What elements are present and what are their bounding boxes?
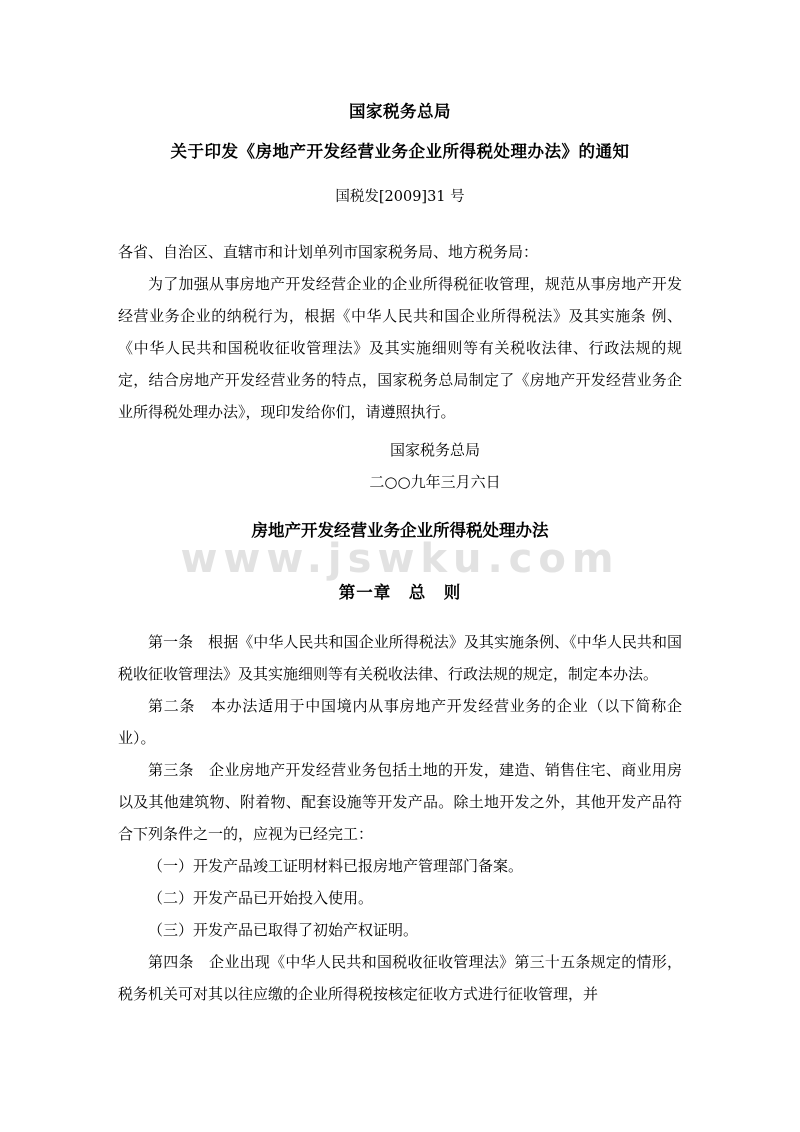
spacer	[118, 616, 682, 626]
issuer-title-line-1: 国家税务总局	[349, 102, 451, 121]
article-paragraph: 第三条 企业房地产开发经营业务包括土地的开发，建造、销售住宅、商业用房以及其他建筑物、附着物、配套设施等开发产品。除土地开发之外，其他开发产品符合下列条件之一的，应视为已经完工：	[118, 761, 682, 843]
watermark-text: www.jswku.com	[180, 536, 620, 582]
articles-block	[118, 626, 682, 1010]
signature-organization: 国家税务总局	[389, 441, 480, 459]
preamble-paragraph: 为了加强从事房地产开发经营企业的企业所得税征收管理，规范从事房地产开发经营业务企业的纳税行为，根据《中华人民共和国企业所得税法》及其实施条 例、《中华人民共和国税收征收管理法》及其实施细则等有关税收法律、行政法规的规定，结合房地产开发经营业务的特点，国家税务总局制定了《房地产开发经营业务企业所得税处理办法》，现印发给你们，请遵照执行。	[118, 275, 682, 421]
article-paragraph: 第一条 根据《中华人民共和国企业所得税法》及其实施条例、《中华人民共和国税收征收管理法》及其实施细则等有关税收法律、行政法规的规定，制定本办法。	[118, 633, 682, 683]
article-paragraph: 第四条 企业出现《中华人民共和国税收征收管理法》第三十五条规定的情形，税务机关可对其以往应缴的企业所得税按核定征收方式进行征收管理，并	[118, 953, 682, 1003]
spacer	[118, 216, 682, 236]
document-number: 国税发[2009]31 号	[335, 189, 465, 205]
document-content	[118, 92, 682, 1010]
measures-title: 房地产开发经营业务企业所得税处理办法	[251, 521, 549, 540]
article-paragraph: （三）开发产品已取得了初始产权证明。	[148, 921, 419, 939]
chapter-one-heading: 第一章 总 则	[338, 583, 462, 602]
issuer-title-line-2: 关于印发《房地产开发经营业务企业所得税处理办法》的通知	[170, 142, 630, 161]
article-paragraph: （二）开发产品已开始投入使用。	[148, 889, 374, 907]
addressee-line: 各省、自治区、直辖市和计划单列市国家税务局、地方税务局：	[118, 243, 539, 261]
article-paragraph: 第二条 本办法适用于中国境内从事房地产开发经营业务的企业（以下简称企业）。	[118, 697, 682, 747]
article-paragraph: （一）开发产品竣工证明材料已报房地产管理部门备案。	[148, 857, 524, 875]
signature-date: 二○○九年三月六日	[369, 473, 501, 491]
